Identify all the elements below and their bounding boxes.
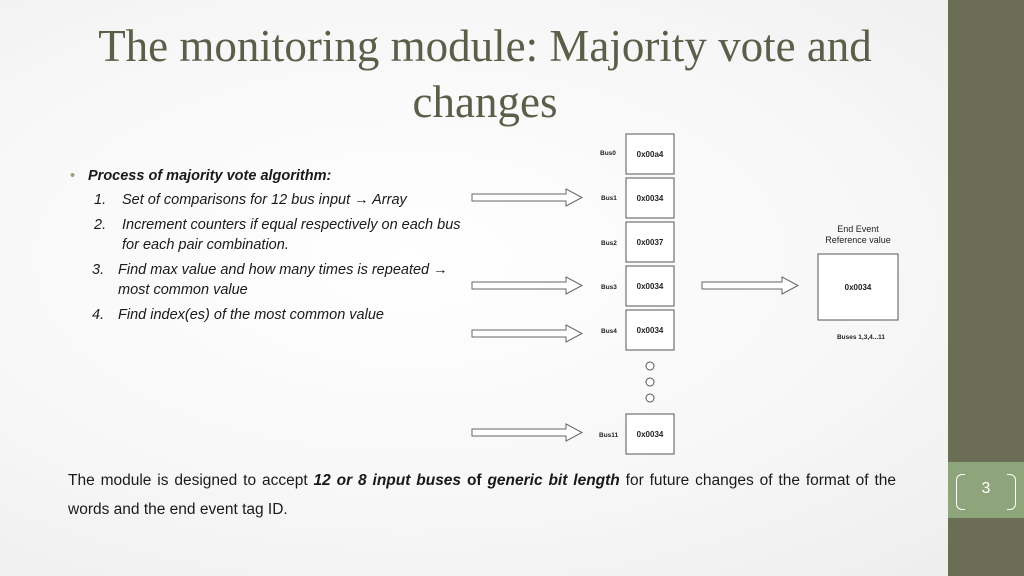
step-text: Find max value and how many times is repeated → most common value <box>118 262 448 298</box>
step-number: 1. <box>94 192 107 208</box>
step-text: Set of comparisons for 12 bus input → Array <box>122 192 407 208</box>
bus-label: Bus0 <box>600 150 616 157</box>
bus-label: Bus1 <box>601 195 617 202</box>
bus-label: Bus4 <box>601 328 617 335</box>
summary-text-bold: of <box>461 472 488 489</box>
bus-value: 0x00a4 <box>636 150 664 159</box>
output-arrow-icon <box>702 277 798 294</box>
input-arrow-icon <box>472 189 582 206</box>
bus-value: 0x0034 <box>636 430 664 439</box>
summary-text: The module is designed to accept <box>68 472 314 489</box>
bus-label: Bus2 <box>601 240 617 247</box>
step-text: Increment counters if equal respectively on each bus for each pair combination. <box>122 217 461 253</box>
result-value: 0x0034 <box>844 283 872 292</box>
bus-value: 0x0034 <box>636 326 664 335</box>
bus-label: Bus3 <box>601 284 617 291</box>
ellipsis-circle-icon <box>646 394 654 402</box>
bus-value: 0x0034 <box>636 282 664 291</box>
result-label-line1: End Event <box>837 224 879 234</box>
summary-text: for future changes of the format of the words and the end event tag ID. <box>68 472 896 518</box>
page-number: 3 <box>981 480 991 497</box>
input-arrow-icon <box>472 277 582 294</box>
step-number: 3. <box>92 262 105 278</box>
summary-paragraph <box>68 466 896 524</box>
input-arrow-icon <box>472 424 582 441</box>
step-number: 4. <box>92 307 105 323</box>
bus-value: 0x0034 <box>636 194 664 203</box>
bullet-heading-text: Process of majority vote algorithm: <box>88 168 332 184</box>
step-number: 2. <box>94 217 107 233</box>
bus-value: 0x0037 <box>636 238 664 247</box>
step-text: Find index(es) of the most common value <box>118 307 384 323</box>
bullet-dot-icon: • <box>70 168 76 184</box>
ellipsis-circle-icon <box>646 378 654 386</box>
bus-label: Bus11 <box>599 432 619 439</box>
ellipsis-circle-icon <box>646 362 654 370</box>
summary-emphasis: 12 or 8 input buses <box>313 472 462 489</box>
summary-emphasis: generic bit length <box>487 472 620 489</box>
result-label-line2: Reference value <box>825 235 891 245</box>
slide-title: The monitoring module: Majority vote and changes <box>98 21 872 127</box>
input-arrow-icon <box>472 325 582 342</box>
result-buses: Buses 1,3,4...11 <box>836 334 886 341</box>
